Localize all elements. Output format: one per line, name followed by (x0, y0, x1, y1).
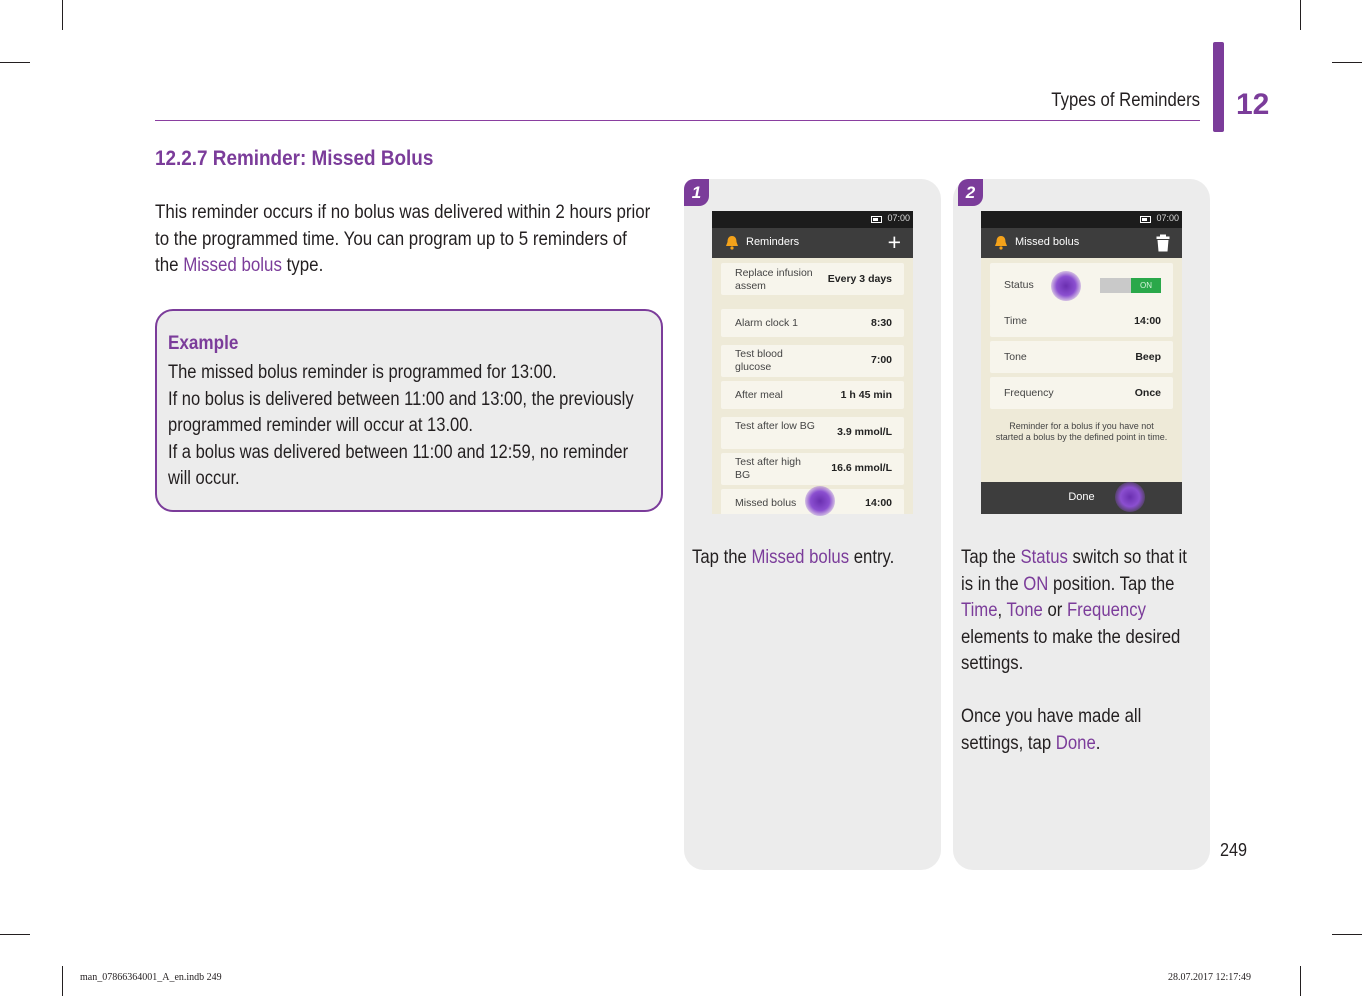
missed-bolus-term: Missed bolus (183, 255, 282, 276)
tap-indicator (1115, 482, 1145, 512)
reminder-row[interactable]: Test after high BG 16.6 mmol/L (721, 453, 904, 485)
crop-mark (62, 0, 63, 30)
step-1-badge: 1 (684, 179, 709, 206)
reminder-row[interactable]: Replace infusion assem Every 3 days (721, 263, 904, 295)
example-line: If a bolus was delivered between 11:00 and 12:59, no reminder will occur. (168, 441, 629, 489)
tap-indicator (805, 486, 835, 516)
battery-icon (1140, 216, 1151, 223)
frequency-row[interactable]: Frequency Once (990, 377, 1173, 409)
app-bar (981, 228, 1182, 258)
crop-mark (0, 62, 30, 63)
status-toggle[interactable] (1100, 278, 1161, 293)
battery-icon (871, 216, 882, 223)
example-title: Example (168, 333, 239, 354)
running-header: Types of Reminders (1051, 90, 1200, 111)
page-number: 249 (1220, 840, 1248, 860)
tone-row[interactable]: Tone Beep (990, 341, 1173, 373)
intro-paragraph: This reminder occurs if no bolus was delivered within 2 hours prior to the programmed time. You can program up to 5 reminders of the Missed bolus type. (155, 202, 651, 276)
missed-bolus-screen (981, 211, 1182, 514)
toggle-on-label: ON (1131, 278, 1161, 293)
step-1-caption: Tap the Missed bolus entry. (692, 547, 895, 568)
bell-icon (993, 235, 1009, 250)
status-row[interactable]: Status ON (990, 263, 1173, 307)
example-line: The missed bolus reminder is programmed for 13:00. (168, 362, 557, 383)
crop-mark (62, 966, 63, 996)
reminders-screen (712, 211, 913, 514)
crop-mark (0, 934, 30, 935)
crop-mark (1332, 934, 1362, 935)
step-2-caption: Tap the Status switch so that it is in the ON position. Tap the Time, Tone or Frequency elements to make the desired settings. Once you have made all settings, tap Done. (961, 547, 1187, 754)
status-bar (712, 211, 913, 228)
print-slug-left: man_07866364001_A_en.indb 249 (80, 972, 222, 983)
add-icon[interactable]: + (887, 229, 901, 255)
done-button[interactable] (981, 482, 1182, 514)
header-rule (155, 120, 1200, 121)
reminder-row[interactable]: Test after low BG 3.9 mmol/L (721, 417, 904, 449)
status-bar (981, 211, 1182, 228)
done-label: Done (1068, 491, 1095, 503)
chapter-bar (1213, 42, 1224, 132)
print-slug-right: 28.07.2017 12:17:49 (1168, 972, 1252, 983)
screen-title: Reminders (746, 236, 800, 248)
status-clock: 07:00 (1156, 213, 1179, 223)
reminder-row[interactable]: Test blood glucose 7:00 (721, 345, 904, 377)
app-bar (712, 228, 913, 258)
reminder-row[interactable]: After meal 1 h 45 min (721, 381, 904, 409)
example-line: If no bolus is delivered between 11:00 and 13:00, the previously programmed reminder will occur at 13.00. (168, 388, 634, 436)
trash-icon[interactable] (1156, 234, 1170, 252)
crop-mark (1332, 62, 1362, 63)
step-2-badge: 2 (958, 179, 983, 206)
chapter-number: 12 (1236, 88, 1270, 121)
reminder-row-missed-bolus[interactable]: Missed bolus 14:00 (721, 489, 904, 514)
bell-icon (724, 235, 740, 250)
crop-mark (1300, 966, 1301, 996)
status-clock: 07:00 (887, 213, 910, 223)
screen-title: Missed bolus (1015, 236, 1080, 248)
reminder-row[interactable]: Alarm clock 1 8:30 (721, 309, 904, 337)
example-text (168, 360, 638, 493)
crop-mark (1300, 0, 1301, 30)
reminder-note: Reminder for a bolus if you have not started a bolus by the defined point in time. (995, 421, 1168, 442)
time-row[interactable]: Time 14:00 (990, 305, 1173, 337)
section-title: 12.2.7 Reminder: Missed Bolus (155, 147, 434, 170)
tap-indicator (1051, 271, 1081, 301)
